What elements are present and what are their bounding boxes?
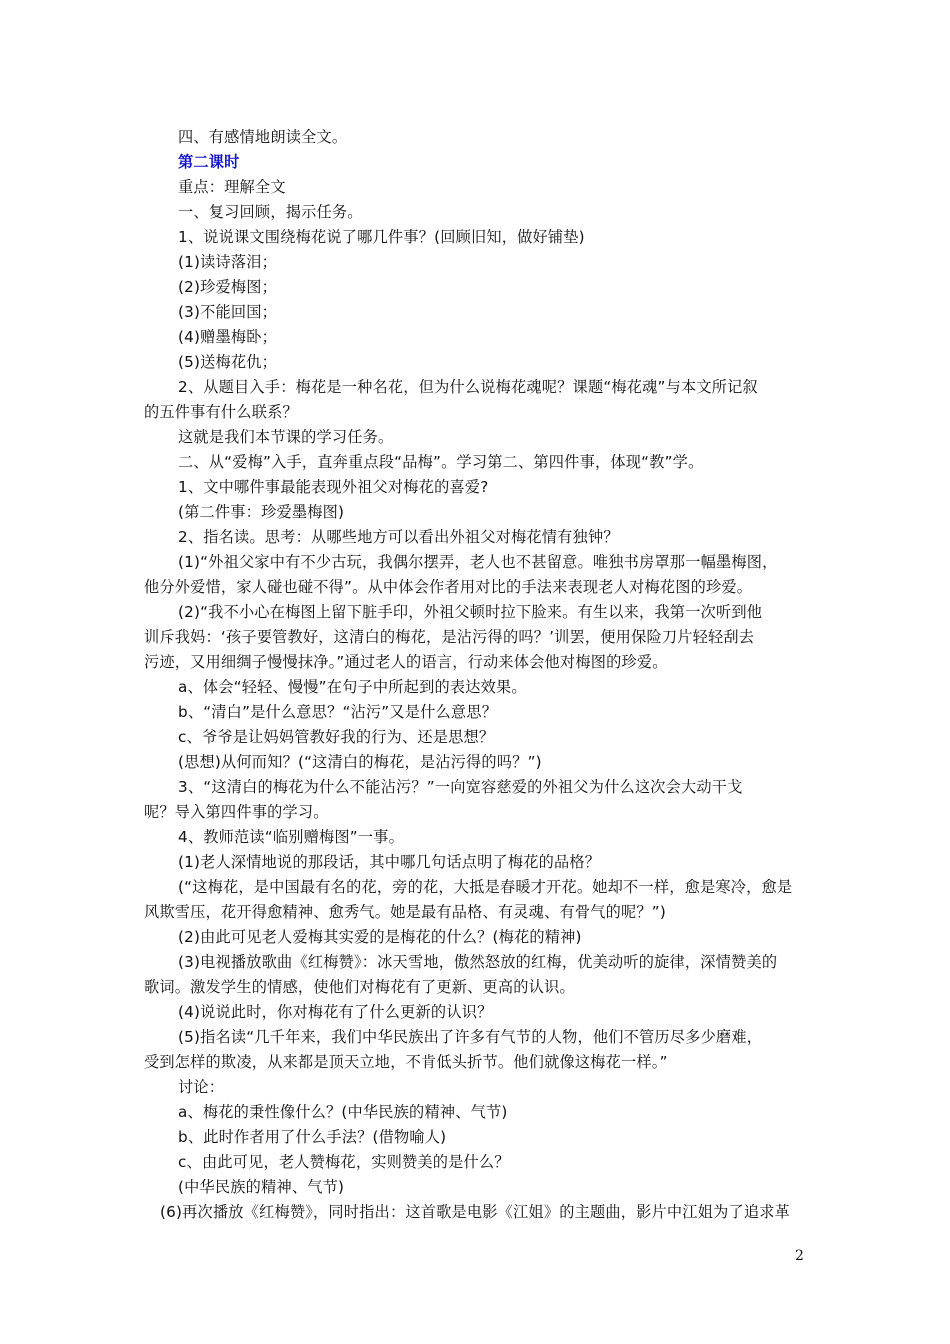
text-line: 1、说说课文围绕梅花说了哪几件事？(回顾旧知，做好铺垫) <box>178 228 585 246</box>
text-line: (5)指名读“几千年来，我们中华民族出了许多有气节的人物，他们不管历尽多少磨难， <box>178 1028 763 1046</box>
text-line: (2)珍爱梅图； <box>178 278 278 296</box>
text-line: 歌词。激发学生的情感，使他们对梅花有了更新、更高的认识。 <box>144 978 575 996</box>
text-line: 他分外爱惜，家人碰也碰不得”。从中体会作者用对比的手法来表现老人对梅花图的珍爱。 <box>144 578 753 596</box>
text-line: 风欺雪压，花开得愈精神、愈秀气。她是最有品格、有灵魂、有骨气的呢？”) <box>144 903 666 921</box>
text-line: 呢？导入第四件事的学习。 <box>144 803 329 821</box>
section-title: 第二课时 <box>178 153 240 171</box>
text-line: 2、从题目入手：梅花是一种名花，但为什么说梅花魂呢？课题“梅花魂”与本文所记叙 <box>178 378 758 396</box>
text-line: b、“清白”是什么意思？“沾污”又是什么意思？ <box>178 703 498 721</box>
text-line: b、此时作者用了什么手法？(借物喻人) <box>178 1128 447 1146</box>
text-line: 这就是我们本节课的学习任务。 <box>178 428 394 446</box>
text-line: (思想)从何而知？(“这清白的梅花，是沾污得的吗？”) <box>178 753 542 771</box>
text-line: (2)由此可见老人爱梅其实爱的是梅花的什么？(梅花的精神) <box>178 928 582 946</box>
text-line: 一、复习回顾，揭示任务。 <box>178 203 363 221</box>
text-line: (2)“我不小心在梅图上留下脏手印，外祖父顿时拉下脸来。有生以来，我第一次听到他 <box>178 603 763 621</box>
text-line: (第二件事：珍爱墨梅图) <box>178 503 345 521</box>
text-line: (1)读诗落泪； <box>178 253 278 271</box>
text-line: (3)不能回国； <box>178 303 278 321</box>
text-line: (1)“外祖父家中有不少古玩，我偶尔摆弄，老人也不甚留意。唯独书房罩那一幅墨梅图， <box>178 553 778 571</box>
text-line: a、梅花的秉性像什么？(中华民族的精神、气节) <box>178 1103 508 1121</box>
page-number: 2 <box>795 1248 804 1264</box>
text-line: c、由此可见，老人赞梅花，实则赞美的是什么？ <box>178 1153 510 1171</box>
text-line: 讨论： <box>178 1078 225 1096</box>
text-line: (6)再次播放《红梅赞》，同时指出：这首歌是电影《江姐》的主题曲，影片中江姐为了追求革 <box>160 1203 791 1221</box>
text-line: 1、文中哪件事最能表现外祖父对梅花的喜爱? <box>178 478 489 496</box>
text-line: 训斥我妈：‘孩子要管教好，这清白的梅花，是沾污得的吗？’训罢，便用保险刀片轻轻刮去 <box>144 628 755 646</box>
text-line: 受到怎样的欺凌，从来都是顶天立地，不肯低头折节。他们就像这梅花一样。” <box>144 1053 668 1071</box>
text-line: 污迹，又用细绸子慢慢抹净。”通过老人的语言，行动来体会他对梅图的珍爱。 <box>144 653 668 671</box>
text-line: (“这梅花，是中国最有名的花，旁的花，大抵是春暖才开花。她却不一样，愈是寒冷，愈是 <box>178 878 793 896</box>
text-line: 二、从“爱梅”入手，直奔重点段“品梅”。学习第二、第四件事，体现“教”学。 <box>178 453 704 471</box>
text-line: (5)送梅花仇； <box>178 353 278 371</box>
text-line: (4)说说此时，你对梅花有了什么更新的认识？ <box>178 1003 493 1021</box>
text-line: (3)电视播放歌曲《红梅赞》：冰天雪地，傲然怒放的红梅，优美动听的旋律，深情赞美的 <box>178 953 778 971</box>
text-line: 4、教师范读“临别赠梅图”一事。 <box>178 828 405 846</box>
text-line: a、体会“轻轻、慢慢”在句子中所起到的表达效果。 <box>178 678 527 696</box>
text-line: (中华民族的精神、气节) <box>178 1178 345 1196</box>
text-line: 的五件事有什么联系？ <box>144 403 298 421</box>
text-line: (1)老人深情地说的那段话，其中哪几句话点明了梅花的品格？ <box>178 853 601 871</box>
text-line: (4)赠墨梅卧； <box>178 328 278 346</box>
text-line: c、爷爷是让妈妈管教好我的行为、还是思想？ <box>178 728 495 746</box>
text-line: 四、有感情地朗读全文。 <box>178 128 348 146</box>
text-line: 2、指名读。思考：从哪些地方可以看出外祖父对梅花情有独钟？ <box>178 528 619 546</box>
text-line: 重点：理解全文 <box>178 178 286 196</box>
text-line: 3、“这清白的梅花为什么不能沾污？”一向宽容慈爱的外祖父为什么这次会大动干戈 <box>178 778 743 796</box>
